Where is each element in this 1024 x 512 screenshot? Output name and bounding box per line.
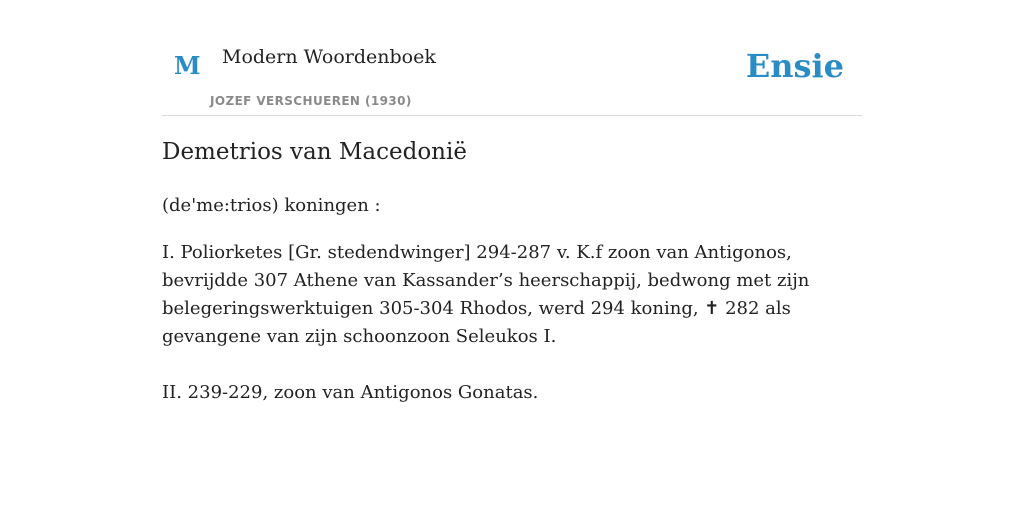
header xyxy=(162,0,862,116)
book-title[interactable]: Modern Woordenboek xyxy=(222,46,436,68)
ensie-logo-link[interactable]: Ensie xyxy=(745,47,844,85)
author-label: JOZEF VERSCHUEREN (1930) xyxy=(210,94,412,108)
page xyxy=(162,0,862,512)
entry-title: Demetrios van Macedonië xyxy=(162,139,467,165)
pronunciation-line: (de'me:trios) koningen : xyxy=(162,195,381,216)
entry-paragraph: II. 239-229, zoon van Antigonos Gonatas. xyxy=(162,382,539,403)
dictionary-logo[interactable]: M xyxy=(174,51,201,80)
entry-paragraph: I. Poliorketes [Gr. stedendwinger] 294-287 v. K.f zoon van Antigonos, bevrijdde 307 Athene van Kassander’s heerschappij, bedwong met zijn belegeringswerktuigen 305-304 Rhodos, werd 294 koning, ✝ 282 als gevangene van zijn schoonzoon Seleukos I. xyxy=(162,242,810,347)
